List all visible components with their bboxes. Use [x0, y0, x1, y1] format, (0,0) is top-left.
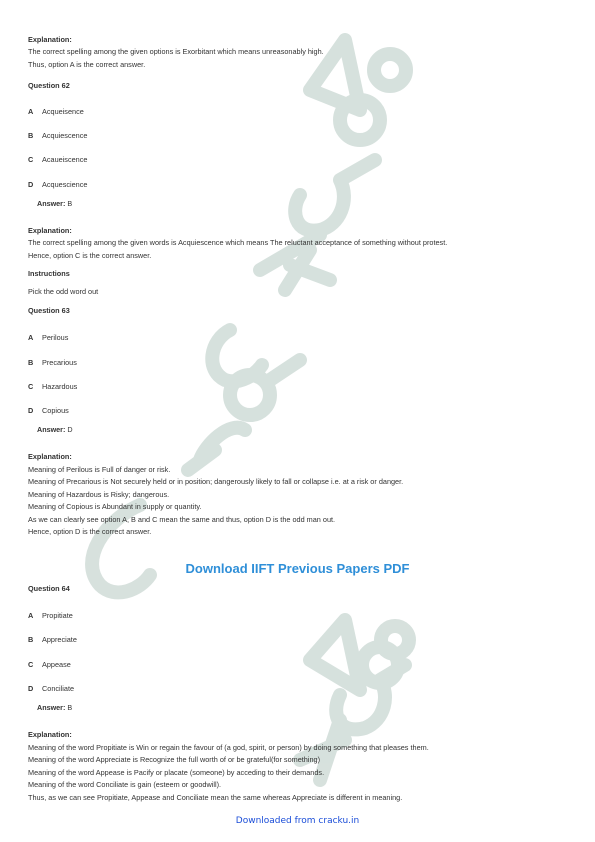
option-text: Appreciate	[42, 635, 77, 644]
option-letter: A	[28, 333, 34, 342]
answer-line	[37, 426, 73, 435]
option-text: Conciliate	[42, 684, 75, 693]
option-letter: C	[28, 382, 34, 391]
option-text: Precarious	[42, 358, 77, 367]
option-text: Hazardous	[42, 382, 78, 391]
explanation-line: Meaning of Copious is Abundant in supply or quantity.	[28, 502, 202, 511]
question-title: Question 62	[28, 81, 70, 90]
option-text: Acaueiscence	[42, 155, 88, 164]
option-letter: B	[28, 358, 34, 367]
option-letter: B	[28, 635, 34, 644]
question-title: Question 63	[28, 306, 70, 315]
explanation-heading: Explanation:	[28, 35, 72, 44]
option-text: Copious	[42, 406, 69, 415]
option-a	[28, 612, 73, 621]
option-d	[28, 407, 69, 416]
explanation-line: The correct spelling among the given words is Acquiescence which means The reluctant acceptance of something without protest.	[28, 238, 448, 247]
explanation-line: Meaning of the word Conciliate is gain (esteem or goodwill).	[28, 780, 222, 789]
option-letter: D	[28, 406, 34, 415]
download-papers-link[interactable]: Download IIFT Previous Papers PDF	[185, 561, 410, 576]
explanation-line: Meaning of Perilous is Full of danger or risk.	[28, 465, 171, 474]
explanation-heading: Explanation:	[28, 730, 72, 739]
explanation-line: Thus, option A is the correct answer.	[28, 60, 146, 69]
explanation-line: Meaning of the word Appease is Pacify or placate (someone) by acceding to their demands.	[28, 768, 325, 777]
explanation-line: Meaning of Hazardous is Risky; dangerous.	[28, 490, 170, 499]
option-letter: C	[28, 660, 34, 669]
option-letter: D	[28, 180, 34, 189]
option-c	[28, 383, 77, 392]
explanation-heading: Explanation:	[28, 452, 72, 461]
question-title: Question 64	[28, 584, 70, 593]
option-letter: A	[28, 107, 34, 116]
option-text: Acquescience	[42, 180, 88, 189]
option-letter: D	[28, 684, 34, 693]
answer-line	[37, 200, 72, 209]
option-b	[28, 636, 77, 645]
option-a	[28, 334, 68, 343]
explanation-line: As we can clearly see option A, B and C mean the same and thus, option D is the odd man out.	[28, 515, 336, 524]
answer-label: Answer:	[37, 703, 66, 712]
answer-value: B	[67, 199, 73, 208]
explanation-line: Hence, option C is the correct answer.	[28, 251, 152, 260]
option-c	[28, 661, 71, 670]
option-d	[28, 685, 74, 694]
option-letter: A	[28, 611, 34, 620]
option-d	[28, 181, 87, 190]
option-text: Propitiate	[42, 611, 73, 620]
option-b	[28, 359, 77, 368]
option-c	[28, 156, 87, 165]
option-letter: C	[28, 155, 34, 164]
instructions-text: Pick the odd word out	[28, 287, 99, 296]
option-b	[28, 132, 87, 141]
explanation-line: Meaning of Precarious is Not securely held or in position; dangerously likely to fall or collapse i.e. at a risk or danger.	[28, 477, 404, 486]
explanation-line: Meaning of the word Appreciate is Recognize the full worth of or be grateful(for something)	[28, 755, 321, 764]
option-a	[28, 108, 84, 117]
option-text: Appease	[42, 660, 71, 669]
option-text: Acquiescence	[42, 131, 88, 140]
answer-value: D	[67, 425, 73, 434]
explanation-line: Meaning of the word Propitiate is Win or regain the favour of (a god, spirit, or person) by doing something that pleases them.	[28, 743, 429, 752]
instructions-heading: Instructions	[28, 269, 70, 278]
answer-value: B	[67, 703, 73, 712]
option-letter: B	[28, 131, 34, 140]
explanation-line: The correct spelling among the given options is Exorbitant which means unreasonably high.	[28, 47, 324, 56]
explanation-line: Hence, option D is the correct answer.	[28, 527, 152, 536]
footer-link[interactable]: Downloaded from cracku.in	[235, 816, 360, 826]
option-text: Perilous	[42, 333, 69, 342]
answer-label: Answer:	[37, 425, 66, 434]
explanation-heading: Explanation:	[28, 226, 72, 235]
answer-label: Answer:	[37, 199, 66, 208]
option-text: Acqueisence	[42, 107, 84, 116]
answer-line	[37, 704, 72, 713]
explanation-line: Thus, as we can see Propitiate, Appease and Conciliate mean the same whereas Appreciate is different in meaning.	[28, 793, 403, 802]
